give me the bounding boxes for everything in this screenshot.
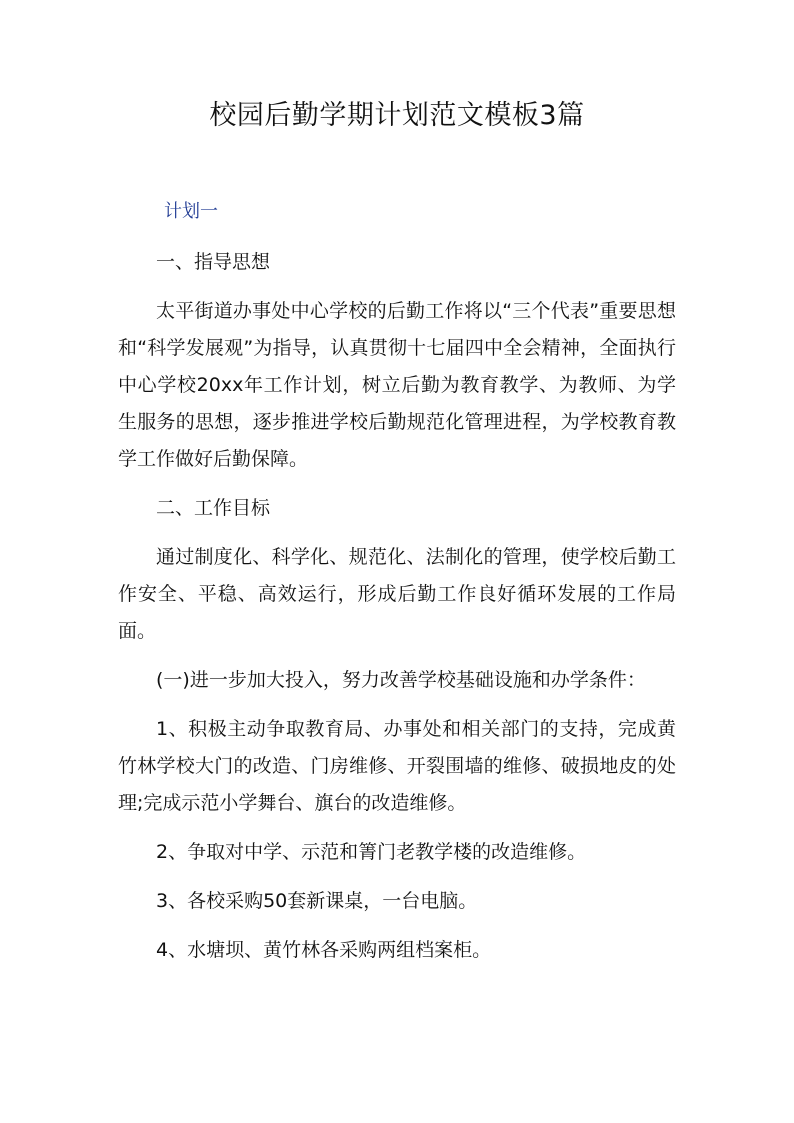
heading-work-goals: 二、工作目标: [156, 497, 271, 519]
list-item-4: 4、水塘坝、黄竹林各采购两组档案柜。: [156, 939, 492, 961]
document-body: [118, 244, 676, 981]
document-title: 校园后勤学期计划范文模板3篇: [209, 100, 585, 131]
heading-guiding-ideology: 一、指导思想: [156, 251, 271, 273]
paragraph-work-goals: 通过制度化、科学化、规范化、法制化的管理，使学校后勤工作安全、平稳、高效运行，形成后勤工作良好循环发展的工作局面。: [118, 546, 676, 642]
list-item-3: 3、各校采购50套新课桌，一台电脑。: [156, 890, 478, 912]
list-item-1: 1、积极主动争取教育局、办事处和相关部门的支持，完成黄竹林学校大门的改造、门房维修、开裂围墙的维修、破损地皮的处理;完成示范小学舞台、旗台的改造维修。: [118, 718, 676, 814]
section-label: 计划一: [164, 201, 218, 222]
paragraph-guiding-ideology: 太平街道办事处中心学校的后勤工作将以“三个代表”重要思想和“科学发展观”为指导，认真贯彻十七届四中全会精神，全面执行中心学校20xx年工作计划，树立后勤为教育教学、为教师、为学生服务的思想，逐步推进学校后勤规范化管理进程，为学校教育教学工作做好后勤保障。: [118, 300, 676, 470]
list-item-2: 2、争取对中学、示范和箐门老教学楼的改造维修。: [156, 841, 587, 863]
subheading-investment: (一)进一步加大投入，努力改善学校基础设施和办学条件：: [156, 669, 646, 691]
